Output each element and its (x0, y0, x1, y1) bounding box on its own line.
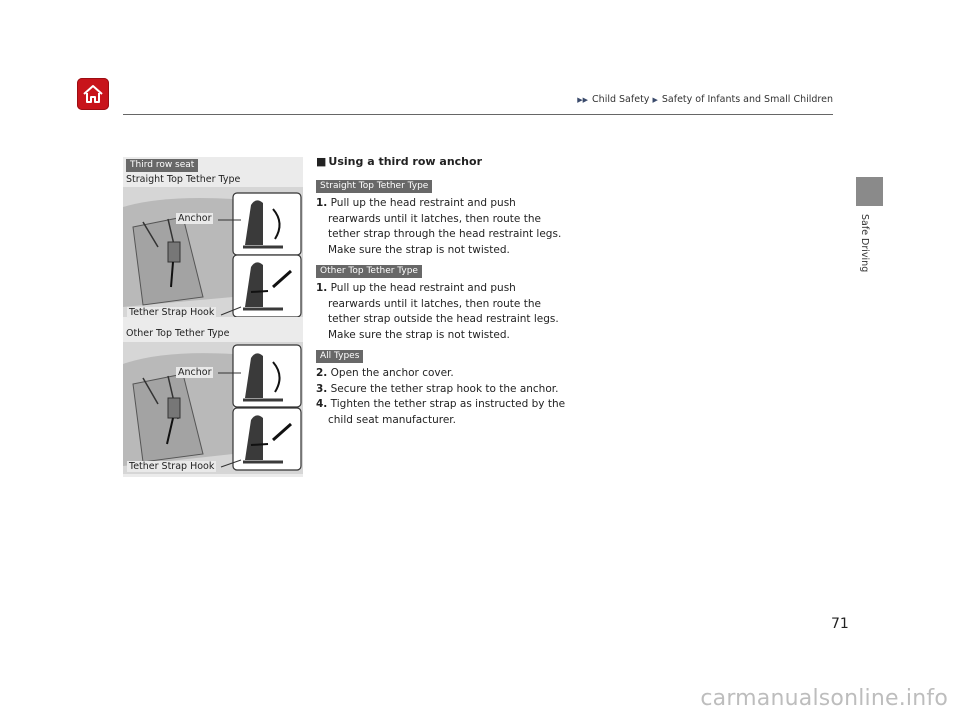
breadcrumb-link-child-safety[interactable]: Child Safety (592, 94, 650, 105)
straight-top-tether-label: Straight Top Tether Type (126, 174, 241, 185)
header-divider (123, 114, 833, 115)
section-heading: ■ Using a third row anchor (316, 155, 482, 168)
step-3: 3. Secure the tether strap hook to the anchor. (316, 382, 559, 395)
home-button[interactable] (77, 78, 109, 110)
page-number: 71 (831, 616, 849, 632)
step-other-1: 1. Pull up the head restraint and push rearwards until it latches, then route the tether strap outside the head restraint legs. Make sure the strap is not twisted. (316, 282, 559, 341)
straight-tether-illustration (123, 187, 303, 317)
all-types-tag: All Types (316, 350, 363, 363)
anchor-callout-bottom: Anchor (178, 367, 212, 378)
step-straight-1: 1. Pull up the head restraint and push rearwards until it latches, then route the tether strap through the head restraint legs. Make sure the strap is not twisted. (316, 197, 562, 256)
third-row-seat-tag: Third row seat (126, 159, 198, 172)
illustration-panel (123, 157, 303, 477)
anchor-callout-top: Anchor (178, 213, 212, 224)
tether-strap-hook-callout-top: Tether Strap Hook (129, 307, 215, 318)
tether-strap-hook-callout-bottom: Tether Strap Hook (129, 461, 215, 472)
breadcrumb-arrow-icon: ▶ (652, 96, 658, 104)
instructions (316, 153, 566, 428)
section-tab-marker[interactable] (856, 177, 883, 206)
watermark[interactable]: carmanualsonline.info (700, 686, 948, 711)
square-bullet-icon: ■ (316, 155, 327, 168)
step-2: 2. Open the anchor cover. (316, 367, 454, 379)
straight-top-tether-tag: Straight Top Tether Type (316, 180, 432, 193)
other-top-tether-tag: Other Top Tether Type (316, 265, 422, 278)
step-4: 4. Tighten the tether strap as instructed by the child seat manufacturer. (316, 398, 566, 426)
breadcrumb-arrow-icon: ▶▶ (577, 96, 589, 104)
section-label: Safe Driving (859, 214, 870, 273)
breadcrumb (577, 94, 833, 105)
breadcrumb-current: Safety of Infants and Small Children (661, 94, 833, 105)
home-icon (81, 82, 105, 106)
other-top-tether-label: Other Top Tether Type (126, 328, 230, 339)
other-tether-illustration (123, 342, 303, 474)
